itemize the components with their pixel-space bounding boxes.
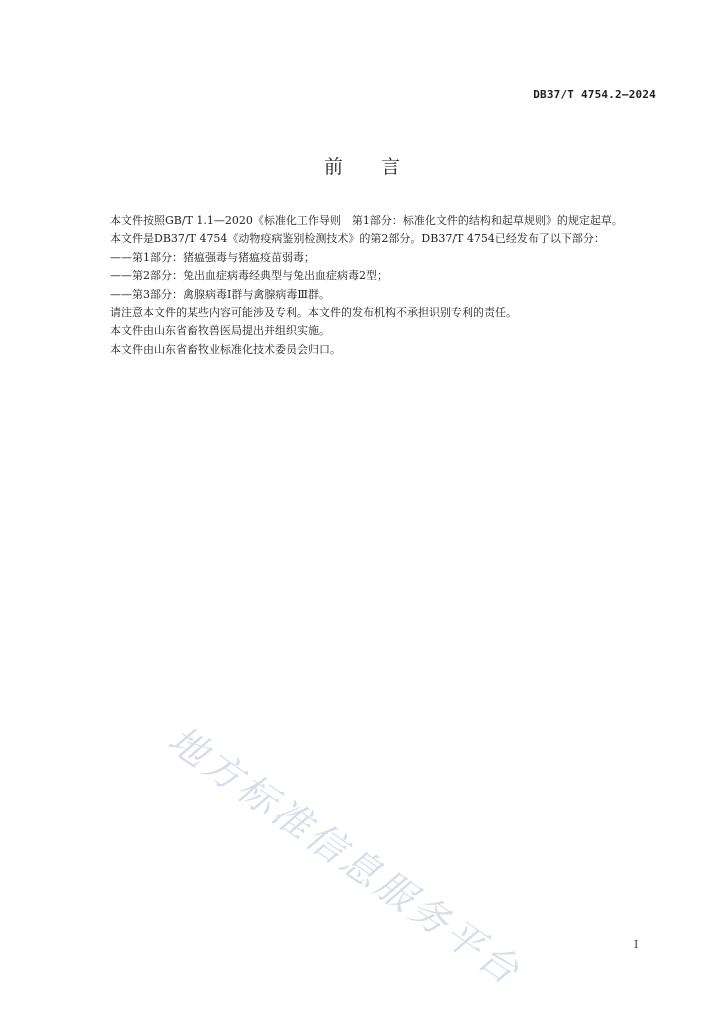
document-body bbox=[88, 212, 658, 359]
list-item-part-3: ——第3部分：禽腺病毒Ⅰ群与禽腺病毒Ⅲ群。 bbox=[110, 287, 330, 301]
page-title: 前言 bbox=[323, 156, 438, 178]
paragraph-drafting-rules: 本文件按照GB/T 1.1—2020《标准化工作导则 第1部分：标准化文件的结构和起草规则》的规定起草。 bbox=[110, 214, 623, 227]
paragraph-part-description: 本文件是DB37/T 4754《动物疫病鉴别检测技术》的第2部分。DB37/T 4754已经发布了以下部分： bbox=[110, 232, 605, 246]
document-code: DB37/T 4754.2—2024 bbox=[533, 88, 656, 101]
paragraph-proposer: 本文件由山东省畜牧兽医局提出并组织实施。 bbox=[110, 324, 330, 338]
paragraph-administrator: 本文件由山东省畜牧业标准化技术委员会归口。 bbox=[110, 342, 341, 356]
watermark: 地方标准信息服务平台 bbox=[160, 717, 530, 995]
list-item-part-2: ——第2部分：兔出血症病毒经典型与兔出血症病毒2型； bbox=[110, 269, 388, 283]
list-item-part-1: ——第1部分：猪瘟强毒与猪瘟疫苗弱毒； bbox=[110, 250, 315, 264]
paragraph-patent-notice: 请注意本文件的某些内容可能涉及专利。本文件的发布机构不承担识别专利的责任。 bbox=[110, 306, 517, 320]
page-number: I bbox=[634, 938, 639, 951]
